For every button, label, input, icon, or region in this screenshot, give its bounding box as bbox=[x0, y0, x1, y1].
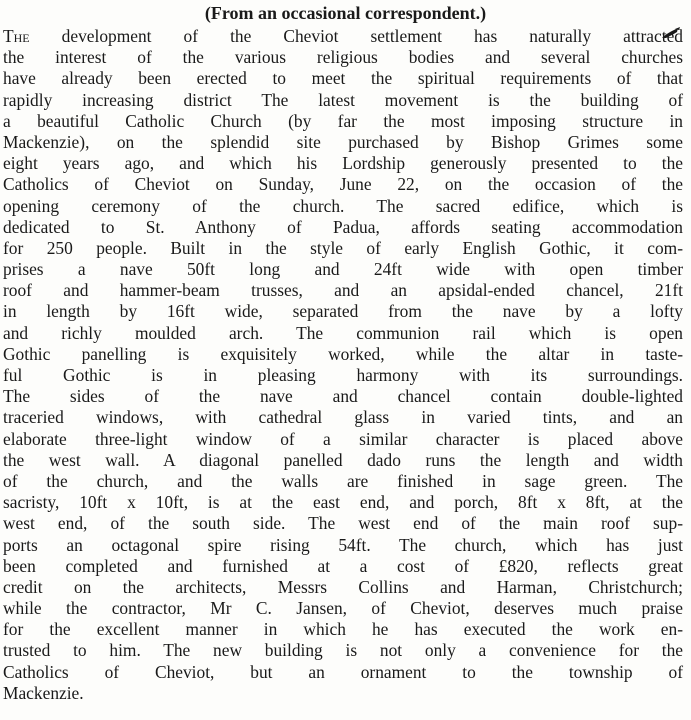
text-line-13: roof and hammer-beam trusses, and an apsidal-ended chancel, 21ft bbox=[3, 280, 683, 301]
text-line-28: while the contractor, Mr C. Jansen, of Cheviot, deserves much praise bbox=[3, 598, 683, 619]
text-line-20: elaborate three-light window of a similar character is placed above bbox=[3, 428, 683, 449]
text-line-30: trusted to him. The new building is not only a convenience for the bbox=[3, 640, 683, 661]
text-line-16: Gothic panelling is exquisitely worked, while the altar in taste- bbox=[3, 343, 683, 364]
text-line-24: west end, of the south side. The west end of the main roof sup- bbox=[3, 513, 683, 534]
text-line-9: opening ceremony of the church. The sacred edifice, which is bbox=[3, 195, 683, 216]
text-line-4: rapidly increasing district The latest movement is the building of bbox=[3, 89, 683, 110]
text-line-21: the west wall. A diagonal panelled dado runs the length and width bbox=[3, 449, 683, 470]
article-header: (From an occasional correspondent.) bbox=[204, 3, 487, 23]
text-line-22: of the church, and the walls are finished in sage green. The bbox=[3, 470, 683, 491]
text-line-6: Mackenzie), on the splendid site purchased by Bishop Grimes some bbox=[3, 131, 683, 152]
text-line-31: Catholics of Cheviot, but an ornament to the township of bbox=[3, 661, 683, 682]
text-line-1: The development of the Cheviot settlement has naturally attracted bbox=[3, 26, 683, 46]
text-line-27: credit on the architects, Messrs Collins and Harman, Christchurch; bbox=[3, 576, 683, 597]
text-line-23: sacristy, 10ft x 10ft, is at the east end, and porch, 8ft x 8ft, at the bbox=[3, 492, 683, 513]
text-line-17: ful Gothic is in pleasing harmony with its surroundings. bbox=[3, 365, 683, 385]
text-line-32: Mackenzie. bbox=[3, 682, 84, 703]
text-line-2: the interest of the various religious bodies and several churches bbox=[3, 47, 683, 68]
text-line-29: for the excellent manner in which he has executed the work en- bbox=[3, 619, 683, 640]
text-line-15: and richly moulded arch. The communion rail which is open bbox=[3, 322, 683, 343]
text-line-10: dedicated to St. Anthony of Padua, affords seating accommodation bbox=[3, 216, 683, 237]
dropcap-word: The bbox=[3, 26, 30, 46]
text-line-7: eight years ago, and which his Lordship generously presented to the bbox=[3, 153, 683, 174]
text-line-19: traceried windows, with cathedral glass in varied tints, and an bbox=[3, 407, 683, 428]
text-line-5: a beautiful Catholic Church (by far the most imposing structure in bbox=[3, 110, 683, 131]
text-line-12: prises a nave 50ft long and 24ft wide with open timber bbox=[3, 259, 683, 280]
text-line-26: been completed and furnished at a cost of £820, reflects great bbox=[3, 555, 683, 576]
text-line-18: The sides of the nave and chancel contain double-lighted bbox=[3, 386, 683, 407]
text-line-25: ports an octagonal spire rising 54ft. The church, which has just bbox=[3, 534, 683, 555]
text-line-8: Catholics of Cheviot on Sunday, June 22, on the occasion of the bbox=[3, 174, 683, 195]
text-line-11: for 250 people. Built in the style of early English Gothic, it com- bbox=[3, 237, 683, 258]
text-line-3: have already been erected to meet the spiritual requirements of that bbox=[3, 68, 683, 89]
article-body bbox=[3, 26, 683, 704]
text-line-14: in length by 16ft wide, separated from the nave by a lofty bbox=[3, 301, 683, 322]
